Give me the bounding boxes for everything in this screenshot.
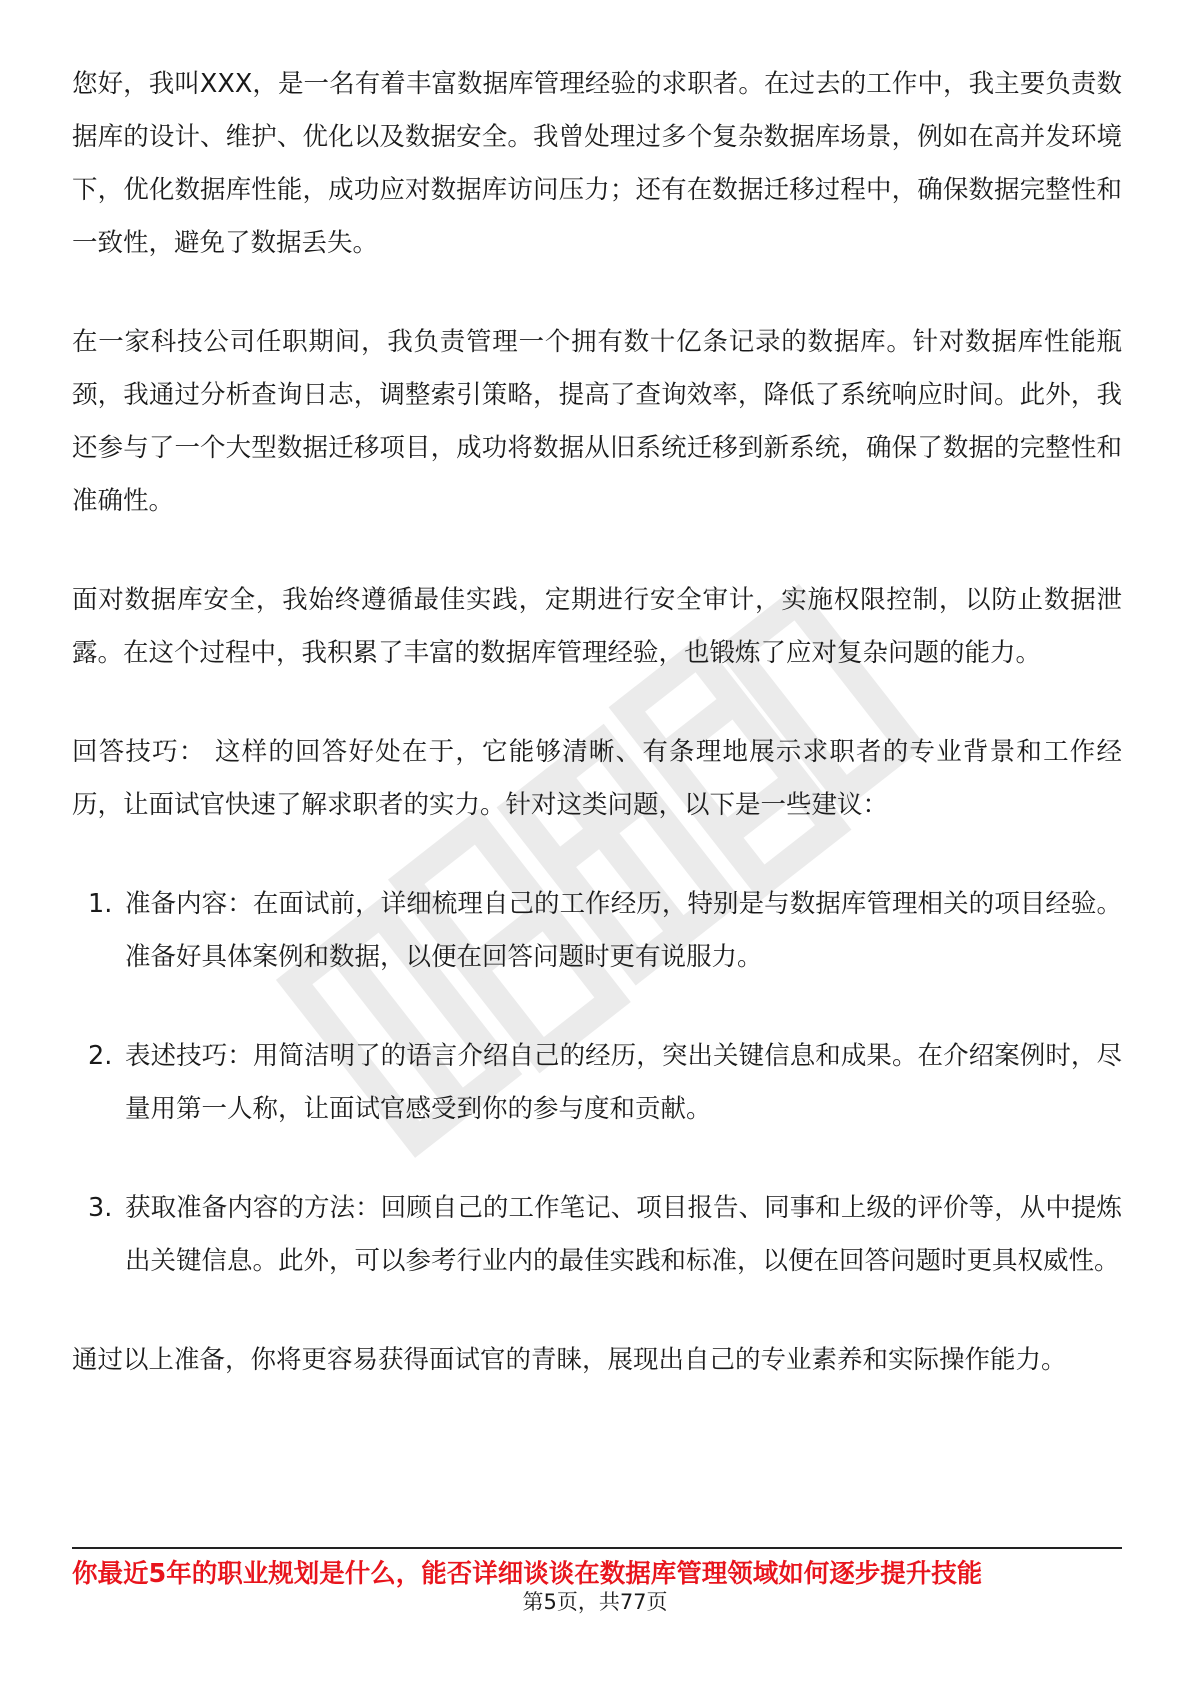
list-number: 3. (88, 1193, 113, 1223)
list-number: 2. (88, 1041, 113, 1071)
page-footer: 第5页，共77页 (522, 1590, 668, 1614)
list-item (72, 1182, 1122, 1288)
suggestion-list (72, 878, 1122, 1288)
paragraph-closing: 通过以上准备，你将更容易获得面试官的青睐，展现出自己的专业素养和实际操作能力。 (72, 1345, 1067, 1375)
paragraph-tips: 回答技巧： 这样的回答好处在于，它能够清晰、有条理地展示求职者的专业背景和工作经历，让面试官快速了解求职者的实力。针对这类问题，以下是一些建议： (72, 737, 1122, 820)
list-item (72, 878, 1122, 984)
list-item (72, 1030, 1122, 1136)
paragraph-intro: 您好，我叫XXX，是一名有着丰富数据库管理经验的求职者。在过去的工作中，我主要负责数据库的设计、维护、优化以及数据安全。我曾处理过多个复杂数据库场景，例如在高并发环境下，优化数据库性能，成功应对数据库访问压力；还有在数据迁移过程中，确保数据完整性和一致性，避免了数据丢失。 (72, 69, 1122, 258)
paragraph-experience: 在一家科技公司任职期间，我负责管理一个拥有数十亿条记录的数据库。针对数据库性能瓶颈，我通过分析查询日志，调整索引策略，提高了查询效率，降低了系统响应时间。此外，我还参与了一个大型数据迁移项目，成功将数据从旧系统迁移到新系统，确保了数据的完整性和准确性。 (72, 327, 1122, 516)
next-question-heading: 你最近5年的职业规划是什么，能否详细谈谈在数据库管理领域如何逐步提升技能 (72, 1559, 983, 1589)
list-text: 表述技巧：用简洁明了的语言介绍自己的经历，突出关键信息和成果。在介绍案例时，尽量用第一人称，让面试官感受到你的参与度和贡献。 (125, 1041, 1122, 1124)
list-number: 1. (88, 889, 113, 919)
section-divider (72, 1547, 1122, 1549)
list-text: 准备内容：在面试前，详细梳理自己的工作经历，特别是与数据库管理相关的项目经验。准备好具体案例和数据，以便在回答问题时更有说服力。 (125, 889, 1122, 972)
document-body (72, 58, 1122, 1387)
list-text: 获取准备内容的方法：回顾自己的工作笔记、项目报告、同事和上级的评价等，从中提炼出关键信息。此外，可以参考行业内的最佳实践和标准，以便在回答问题时更具权威性。 (125, 1193, 1122, 1276)
paragraph-security: 面对数据库安全，我始终遵循最佳实践，定期进行安全审计，实施权限控制，以防止数据泄露。在这个过程中，我积累了丰富的数据库管理经验，也锻炼了应对复杂问题的能力。 (72, 585, 1122, 668)
